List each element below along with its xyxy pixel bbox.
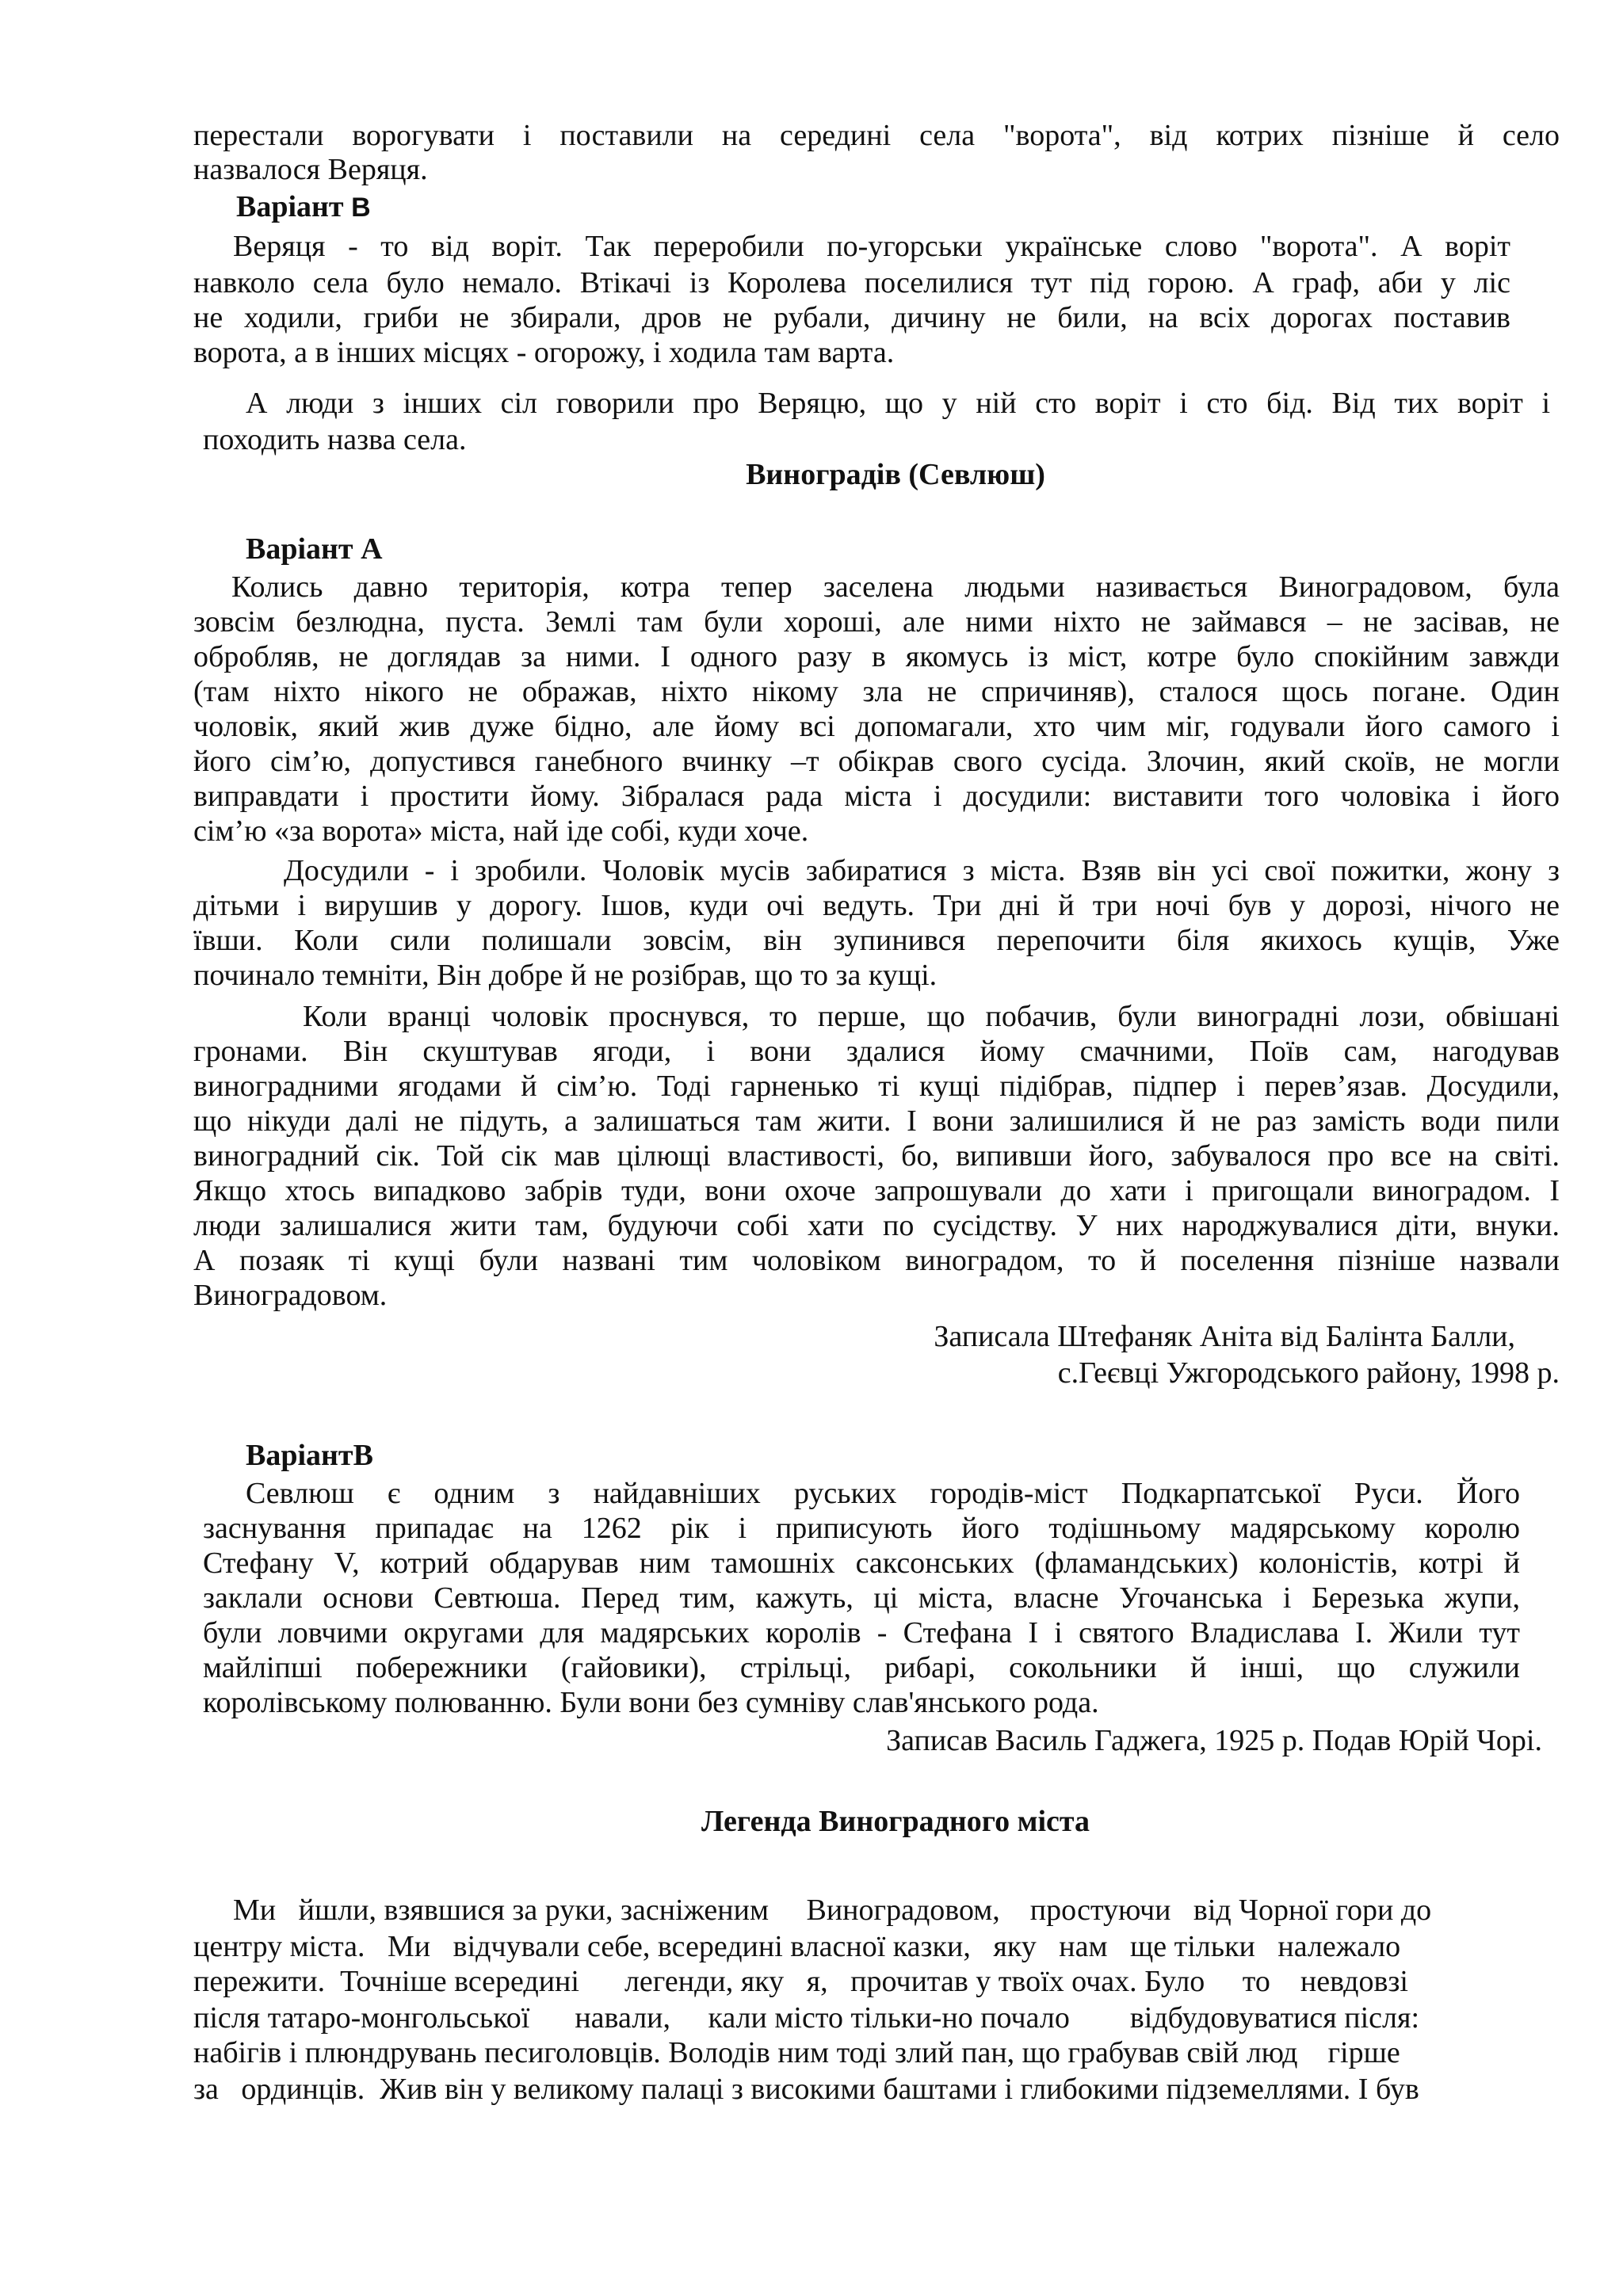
paragraph-line: дітьми і вирушив у дорогу. Ішов, куди очі ведуть. Три дні й три ночі був у дорозі, нічого не [193, 889, 1560, 922]
paragraph-line: заснування припадає на 1262 рік і приписують його тодішньому мадярському королю [203, 1512, 1520, 1545]
variant-heading: Варіант А [246, 532, 383, 566]
section-title: Виноградів (Севлюш) [746, 458, 1045, 491]
credit-line: с.Геєвці Ужгородського району, 1998 р. [1057, 1356, 1560, 1390]
variant-heading: ВаріантВ [246, 1439, 373, 1472]
paragraph-line: Коли вранці чоловік проснувся, то перше, що побачив, були виноградні лози, обвішані [303, 1000, 1560, 1033]
paragraph-line: не ходили, гриби не збирали, дров не рубали, дичину не били, на всіх дорогах поставив [193, 301, 1510, 334]
paragraph-line: виноградний сік. Той сік мав цілющі властивості, бо, випивши його, забувалося про все на світі. [193, 1139, 1560, 1173]
paragraph-line: виправдати і простити йому. Зібралася рада міста і досудили: виставити того чоловіка і його [193, 780, 1560, 813]
paragraph-line: А позаяк ті кущі були названі тим чоловіком виноградом, то й поселення пізніше назвали [193, 1244, 1560, 1277]
paragraph-line: Веряця - то від воріт. Так переробили по-угорськи українське слово "ворота". А воріт [233, 230, 1510, 263]
paragraph-line: Колись давно територія, котра тепер заселена людьми називається Виноградовом, була [231, 570, 1560, 604]
paragraph-line: що нікуди далі не підуть, а залишаться там жити. І вони залишилися й не раз замість води пили [193, 1104, 1560, 1138]
paragraph-line: його сім’ю, допустився ганебного вчинку –т обікрав свого сусіда. Злочин, який скоїв, не могли [193, 745, 1560, 778]
variant-heading-letter: В [351, 193, 371, 223]
paragraph-line: обробляв, не доглядав за ними. І одного разу в якомусь із міст, котре було спокійним завжди [193, 640, 1560, 673]
paragraph-line: Якщо хтось випадково забрів туди, вони охоче запрошували до хати і пригощали виноградом. І [193, 1174, 1560, 1207]
paragraph-line: А люди з інших сіл говорили про Веряцю, що у ній сто воріт і сто бід. Від тих воріт і [246, 387, 1550, 420]
paragraph-line: Виноградовом. [193, 1279, 388, 1312]
paragraph-line: ворота, а в інших місцях - огорожу, і ходила там варта. [193, 336, 895, 369]
paragraph-line: гронами. Він скуштував ягоди, і вони здалися йому смачними, Поїв сам, нагодував [193, 1035, 1560, 1068]
paragraph-line: королівському полюванню. Були вони без сумніву слав'янського рода. [203, 1686, 1099, 1719]
paragraph-line: Стефану V, котрий обдарував ним тамошніх саксонських (фламандських) колоністів, котрі й [203, 1547, 1520, 1580]
credit-line: Записала Штефаняк Аніта від Балінта Балли, [934, 1320, 1515, 1353]
paragraph-line: зовсім безлюдна, пуста. Землі там були хороші, але ними ніхто не займався – не засівав, не [193, 605, 1560, 639]
paragraph-line: майліпші побережники (гайовики), стрільці, рибарі, сокольники й інші, що служили [203, 1651, 1520, 1684]
paragraph-line: виноградними ягодами й сім’ю. Тоді гарненько ті кущі підібрав, підпер і перев’язав. Досудили, [193, 1070, 1560, 1103]
paragraph-line: після татаро-монгольської навали, кали місто тільки-но почало відбудовуватися після: [193, 2001, 1419, 2035]
paragraph-line: люди залишалися жити там, будуючи собі хати по сусідству. У них народжувалися діти, внуки. [193, 1209, 1560, 1242]
paragraph-line: за ординців. Жив він у великому палаці з високими баштами і глибокими підземеллями. І був [193, 2073, 1419, 2106]
credit-line: Записав Василь Гаджега, 1925 р. Подав Юрій Чорі. [886, 1724, 1542, 1757]
paragraph-line: чоловік, який жив дуже бідно, але йому всі допомагали, хто чим міг, годували його самого і [193, 710, 1560, 743]
paragraph-line: навколо села було немало. Втікачі із Королева поселилися тут під горою. А граф, аби у ліс [193, 266, 1510, 299]
paragraph-line: Севлюш є одним з найдавніших руських городів-міст Подкарпатської Руси. Його [246, 1477, 1520, 1510]
paragraph-line: ївши. Коли сили полишали зовсім, він зупинився перепочити біля якихось кущів, Уже [193, 924, 1560, 957]
paragraph-line: центру міста. Ми відчували себе, всередині власної казки, яку нам ще тільки належало [193, 1930, 1401, 1963]
paragraph-line: починало темніти, Він добре й не розібрав, що то за кущі. [193, 959, 938, 992]
variant-heading [236, 190, 371, 225]
paragraph-line: Досудили - і зробили. Чоловік мусів забиратися з міста. Взяв він усі свої пожитки, жону з [284, 854, 1560, 887]
paragraph-line: походить назва села. [203, 423, 467, 456]
paragraph-line: Ми йшли, взявшися за руки, засніженим Виноградовом, простуючи від Чорної гори до [233, 1894, 1432, 1927]
paragraph-line: набігів і плюндрувань песиголовців. Володів ним тоді злий пан, що грабував свій люд гірше [193, 2036, 1400, 2069]
paragraph-line: перестали ворогувати і поставили на середині села "ворота", від котрих пізніше й село [193, 119, 1560, 152]
paragraph-line: були ловчими округами для мадярських королів - Стефана І і святого Владислава І. Жили тут [203, 1616, 1520, 1650]
paragraph-line: пережити. Точніше всередині легенди, яку я, прочитав у твоїх очах. Було то невдовзі [193, 1965, 1408, 1998]
section-title: Легенда Виноградного міста [701, 1805, 1090, 1838]
paragraph-line: назвалося Веряця. [193, 153, 428, 186]
paragraph-line: (там ніхто нікого не ображав, ніхто нікому зла не спричиняв), сталося щось погане. Один [193, 675, 1560, 708]
paragraph-line: сім’ю «за ворота» міста, най іде собі, куди хоче. [193, 814, 809, 848]
paragraph-line: заклали основи Севтюша. Перед тим, кажуть, ці міста, власне Угочанська і Березька жупи, [203, 1581, 1520, 1615]
variant-heading-word: Варіант [236, 190, 344, 223]
